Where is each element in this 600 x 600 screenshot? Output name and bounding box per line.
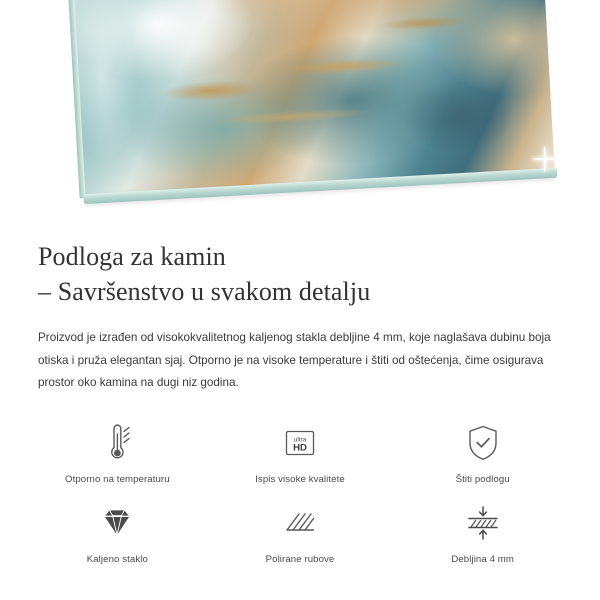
thermometer-icon [98,421,136,465]
feature-label: Štiti podlogu [455,473,510,485]
diamond-icon [96,501,138,545]
shield-check-icon [463,421,503,465]
thickness-icon [462,501,504,545]
svg-text:HD: HD [293,442,307,454]
feature-label: Kaljeno staklo [86,553,148,565]
feature-item-temperature [26,421,209,485]
feature-item-polished-edges [209,501,392,565]
hero-image-inner [0,0,600,222]
feature-item-tempered-glass [26,501,209,565]
feature-label: Ispis visoke kvalitete [255,473,345,485]
feature-item-protection [391,421,574,485]
body-paragraph: Proizvod je izrađen od visokokvalitetnog kaljenog stakla debljine 4 mm, koje naglašava dubinu boja otiska i pruža elegantan sjaj. Otporno je na visoke temperature i štiti od oštećenja, čime osigurava prostor oko kamina na dugi niz godina. [38,331,551,390]
feature-label: Otporno na temperaturu [65,473,170,485]
content-block [0,222,600,395]
svg-text:ultra: ultra [293,435,307,443]
hero-image [0,0,600,222]
page-title-line-2: – Savršenstvo u svakom detalju [38,276,371,306]
feature-grid [0,421,600,565]
polished-edges-icon [279,501,321,545]
feature-label: Debljina 4 mm [451,553,514,565]
sparkle-icon [532,146,558,172]
feature-item-print-quality [209,421,392,485]
feature-label: Polirane rubove [265,553,335,565]
marble-print-surface [74,0,555,197]
page-title-line-1: Podloga za kamin [38,242,226,271]
page-title [38,240,562,309]
sparkle-icon [566,172,582,188]
feature-item-thickness [391,501,574,565]
ultra-hd-icon [280,421,320,465]
